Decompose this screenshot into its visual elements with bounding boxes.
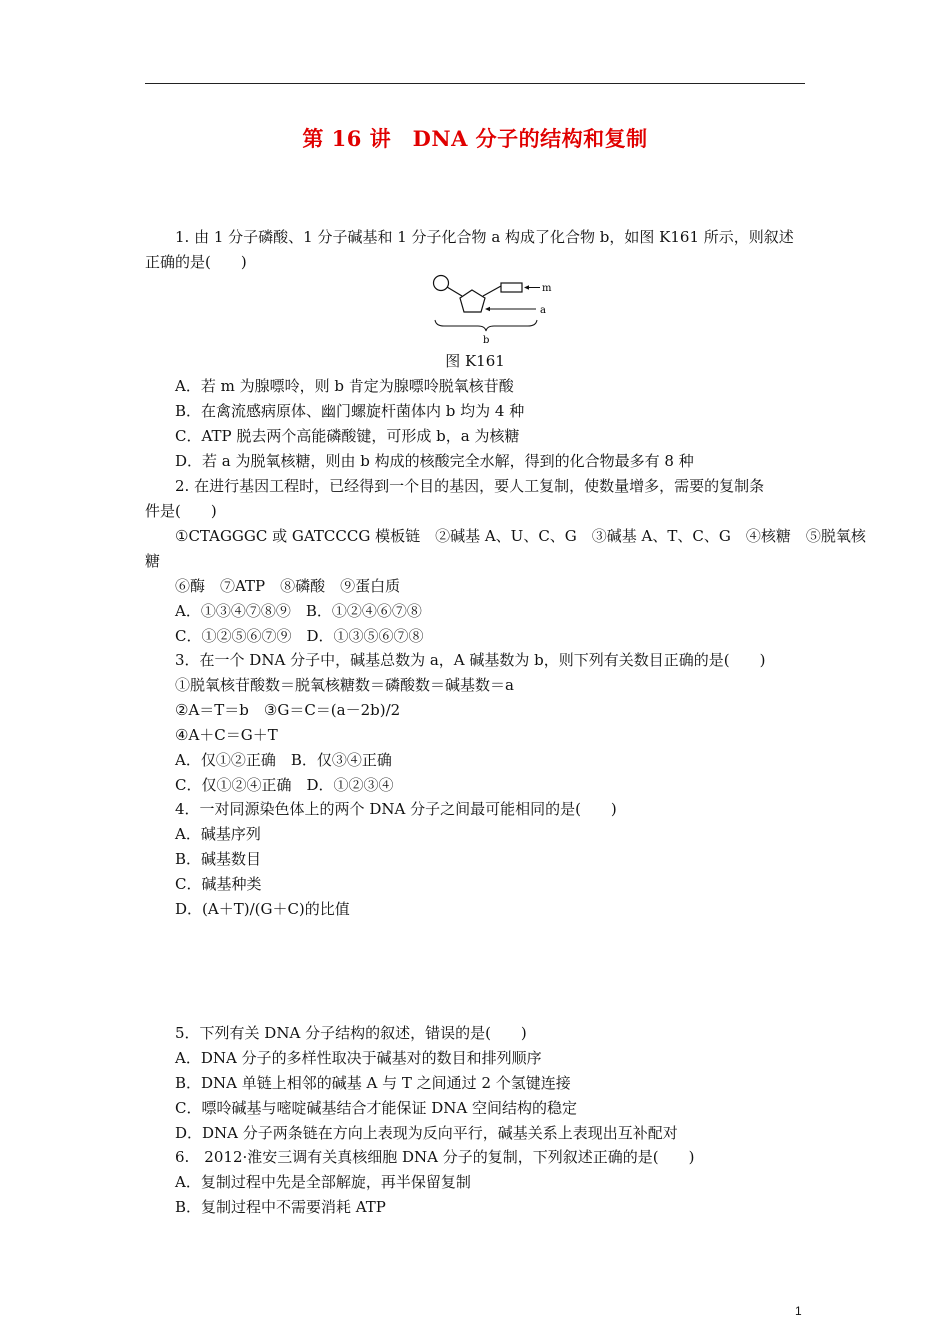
- arrow-a-head: [485, 307, 490, 312]
- page-number: 1: [795, 1304, 802, 1318]
- text-continuation: 糖: [145, 552, 161, 570]
- text-continuation: 正确的是( ): [145, 253, 247, 271]
- answer-option: D．(A＋T)/(G＋C)的比值: [175, 900, 350, 918]
- answer-option: B．碱基数目: [175, 850, 262, 868]
- sugar-pentagon: [460, 290, 485, 312]
- label-b: b: [483, 335, 490, 344]
- answer-option: A．DNA 分子的多样性取决于碱基对的数目和排列顺序: [175, 1049, 542, 1067]
- page-title: 第 16 讲 DNA 分子的结构和复制: [302, 126, 648, 151]
- answer-option: B．DNA 单链上相邻的碱基 A 与 T 之间通过 2 个氢键连接: [175, 1074, 571, 1092]
- question-stem: 4．一对同源染色体上的两个 DNA 分子之间最可能相同的是( ): [175, 800, 617, 818]
- answer-option: ①脱氧核苷酸数＝脱氧核糖数＝磷酸数＝碱基数＝a: [175, 676, 514, 694]
- answer-option: A．复制过程中先是全部解旋，再半保留复制: [175, 1173, 471, 1191]
- brace-b: [435, 320, 537, 331]
- phosphate-bond: [447, 287, 462, 296]
- answer-option: ⑥酶 ⑦ATP ⑧磷酸 ⑨蛋白质: [175, 577, 401, 595]
- answer-option: B．在禽流感病原体、幽门螺旋杆菌体内 b 均为 4 种: [175, 402, 525, 420]
- answer-option: ①CTAGGGC 或 GATCCCG 模板链 ②碱基 A、U、C、G ③碱基 A、T、C、G ④核糖 ⑤脱氧核: [175, 527, 866, 545]
- nucleotide-diagram: [428, 268, 558, 344]
- answer-option: A．若 m 为腺嘌呤，则 b 肯定为腺嘌呤脱氧核苷酸: [175, 377, 514, 395]
- answer-option: D．若 a 为脱氧核糖，则由 b 构成的核酸完全水解，得到的化合物最多有 8 种: [175, 452, 694, 470]
- answer-option: A．碱基序列: [175, 825, 261, 843]
- answer-option: C．嘌呤碱基与嘧啶碱基结合才能保证 DNA 空间结构的稳定: [175, 1099, 577, 1117]
- question-stem: 3．在一个 DNA 分子中，碱基总数为 a，A 碱基数为 b，则下列有关数目正确的是( ): [175, 651, 766, 669]
- question-stem: 1. 由 1 分子磷酸、1 分子碱基和 1 分子化合物 a 构成了化合物 b，如图 K161 所示，则叙述: [175, 228, 794, 246]
- answer-option: ④A＋C＝G＋T: [175, 726, 278, 744]
- text-continuation: 件是( ): [145, 502, 217, 520]
- answer-option: ②A＝T＝b ③G＝C＝(a－2b)/2: [175, 701, 401, 719]
- figure-caption: 图 K161: [445, 352, 505, 370]
- header-rule: [145, 83, 805, 84]
- answer-option: B．复制过程中不需要消耗 ATP: [175, 1198, 386, 1216]
- question-stem: 2. 在进行基因工程时，已经得到一个目的基因，要人工复制，使数量增多，需要的复制条: [175, 477, 765, 495]
- question-stem: 5．下列有关 DNA 分子结构的叙述，错误的是( ): [175, 1024, 527, 1042]
- base-bond: [483, 286, 501, 296]
- label-a: a: [540, 305, 546, 316]
- answer-option: A．仅①②正确 B．仅③④正确: [175, 751, 392, 769]
- answer-option: D．DNA 分子两条链在方向上表现为反向平行，碱基关系上表现出互补配对: [175, 1124, 678, 1142]
- answer-option: C．ATP 脱去两个高能磷酸键，可形成 b，a 为核糖: [175, 427, 520, 445]
- answer-option: A．①③④⑦⑧⑨ B．①②④⑥⑦⑧: [175, 602, 422, 620]
- answer-option: C．①②⑤⑥⑦⑨ D．①③⑤⑥⑦⑧: [175, 627, 424, 645]
- label-m: m: [542, 283, 552, 294]
- answer-option: C．碱基种类: [175, 875, 262, 893]
- question-stem: 6. 2012·淮安三调有关真核细胞 DNA 分子的复制，下列叙述正确的是( ): [175, 1148, 695, 1166]
- phosphate-circle: [434, 276, 449, 291]
- arrow-m-head: [524, 285, 529, 290]
- base-rectangle: [501, 283, 522, 292]
- answer-option: C．仅①②④正确 D．①②③④: [175, 776, 394, 794]
